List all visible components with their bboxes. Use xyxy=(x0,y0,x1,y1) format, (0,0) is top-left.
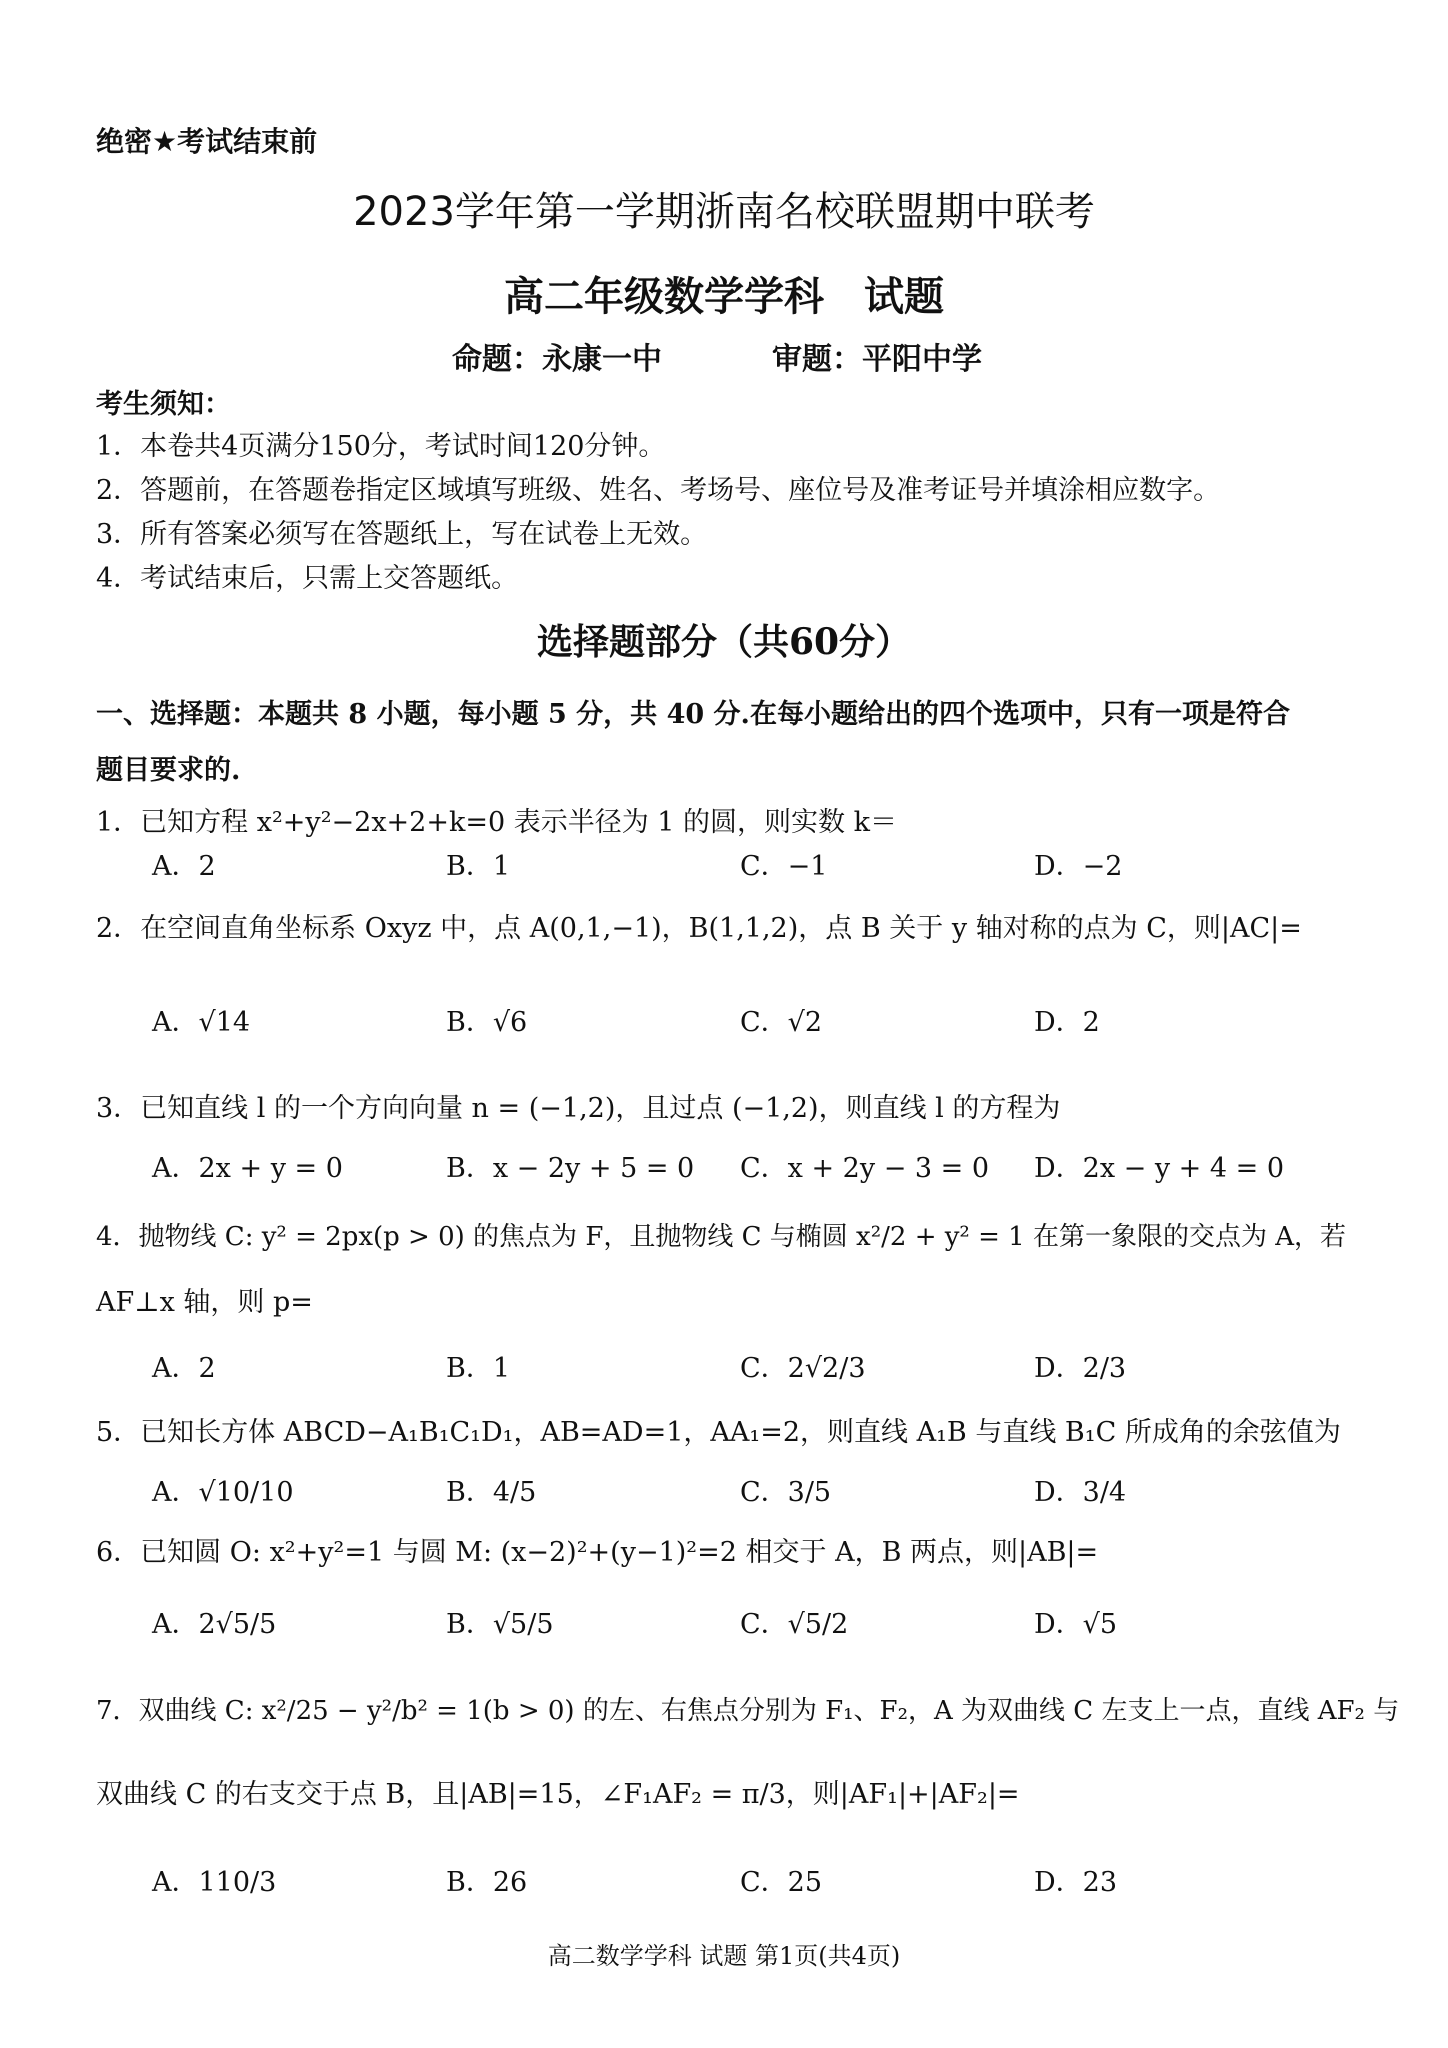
q4-option-a: A．2 xyxy=(152,1353,216,1384)
question-4-stem-cont: AF⊥x 轴，则 p= xyxy=(96,1287,313,1318)
question-6-stem: 6．已知圆 O: x²+y²=1 与圆 M: (x−2)²+(y−1)²=2 相交于 A，B 两点，则|AB|= xyxy=(96,1537,1099,1568)
q5-option-c: C．3/5 xyxy=(740,1477,832,1508)
notice-item: 2．答题前，在答题卷指定区域填写班级、姓名、考场号、座位号及准考证号并填涂相应数字。 xyxy=(96,475,1221,506)
secret-label: 绝密★考试结束前 xyxy=(96,125,318,158)
q7-option-b: B．26 xyxy=(446,1867,528,1898)
question-7-stem: 7．双曲线 C: x²/25 − y²/b² = 1(b > 0) 的左、右焦点分别为 F₁、F₂，A 为双曲线 C 左支上一点，直线 AF₂ 与 xyxy=(96,1696,1400,1726)
page-footer: 高二数学学科 试题 第1页(共4页) xyxy=(547,1942,901,1970)
q1-option-d: D．−2 xyxy=(1034,851,1123,882)
question-2-stem: 2．在空间直角坐标系 Oxyz 中，点 A(0,1,−1)，B(1,1,2)，点 B 关于 y 轴对称的点为 C，则|AC|= xyxy=(96,913,1302,944)
q6-option-c: C．√5/2 xyxy=(740,1609,849,1640)
question-7-stem-cont: 双曲线 C 的右支交于点 B，且|AB|=15，∠F₁AF₂ = π/3，则|AF₁|+|AF₂|= xyxy=(96,1779,1020,1810)
q1-option-a: A．2 xyxy=(152,851,216,882)
q2-option-d: D．2 xyxy=(1034,1007,1100,1038)
q7-option-d: D．23 xyxy=(1034,1867,1118,1898)
setter-label: 命题：永康一中 xyxy=(452,342,662,377)
reviewer-label: 审题：平阳中学 xyxy=(772,342,982,377)
notice-item: 3．所有答案必须写在答题纸上，写在试卷上无效。 xyxy=(96,519,708,550)
q5-option-d: D．3/4 xyxy=(1034,1477,1127,1508)
q4-option-b: B．1 xyxy=(446,1353,511,1384)
q1-option-c: C．−1 xyxy=(740,851,828,882)
section-instruction-cont: 题目要求的. xyxy=(96,755,241,786)
q7-option-c: C．25 xyxy=(740,1867,823,1898)
question-3-stem: 3．已知直线 l 的一个方向向量 n = (−1,2)，且过点 (−1,2)，则直线 l 的方程为 xyxy=(96,1093,1061,1124)
section-title: 选择题部分（共60分） xyxy=(536,621,912,663)
q2-option-b: B．√6 xyxy=(446,1007,528,1038)
q6-option-d: D．√5 xyxy=(1034,1609,1118,1640)
q1-option-b: B．1 xyxy=(446,851,511,882)
q3-option-b: B．x − 2y + 5 = 0 xyxy=(446,1153,695,1184)
question-1-stem: 1．已知方程 x²+y²−2x+2+k=0 表示半径为 1 的圆，则实数 k＝ xyxy=(96,807,897,838)
q3-option-a: A．2x + y = 0 xyxy=(152,1153,343,1184)
q2-option-a: A．√14 xyxy=(152,1007,251,1038)
q3-option-c: C．x + 2y − 3 = 0 xyxy=(740,1153,990,1184)
q6-option-b: B．√5/5 xyxy=(446,1609,554,1640)
q7-option-a: A．110/3 xyxy=(152,1867,277,1898)
notice-heading: 考生须知： xyxy=(96,389,231,420)
notice-item: 4．考试结束后，只需上交答题纸。 xyxy=(96,563,519,594)
exam-subtitle: 高二年级数学学科 试题 xyxy=(504,274,944,320)
q4-option-c: C．2√2/3 xyxy=(740,1353,866,1384)
q3-option-d: D．2x − y + 4 = 0 xyxy=(1034,1153,1285,1184)
exam-title: 2023学年第一学期浙南名校联盟期中联考 xyxy=(353,189,1095,235)
q4-option-d: D．2/3 xyxy=(1034,1353,1127,1384)
question-4-stem: 4．抛物线 C: y² = 2px(p > 0) 的焦点为 F，且抛物线 C 与椭圆 x²/2 + y² = 1 在第一象限的交点为 A，若 xyxy=(96,1222,1347,1252)
section-instruction: 一、选择题：本题共 8 小题，每小题 5 分，共 40 分.在每小题给出的四个选项中，只有一项是符合 xyxy=(96,699,1290,730)
notice-item: 1．本卷共4页满分150分，考试时间120分钟。 xyxy=(96,431,666,462)
q5-option-a: A．√10/10 xyxy=(152,1477,294,1508)
question-5-stem: 5．已知长方体 ABCD−A₁B₁C₁D₁，AB=AD=1，AA₁=2，则直线 A₁B 与直线 B₁C 所成角的余弦值为 xyxy=(96,1417,1341,1448)
q5-option-b: B．4/5 xyxy=(446,1477,537,1508)
q2-option-c: C．√2 xyxy=(740,1007,823,1038)
q6-option-a: A．2√5/5 xyxy=(152,1609,277,1640)
